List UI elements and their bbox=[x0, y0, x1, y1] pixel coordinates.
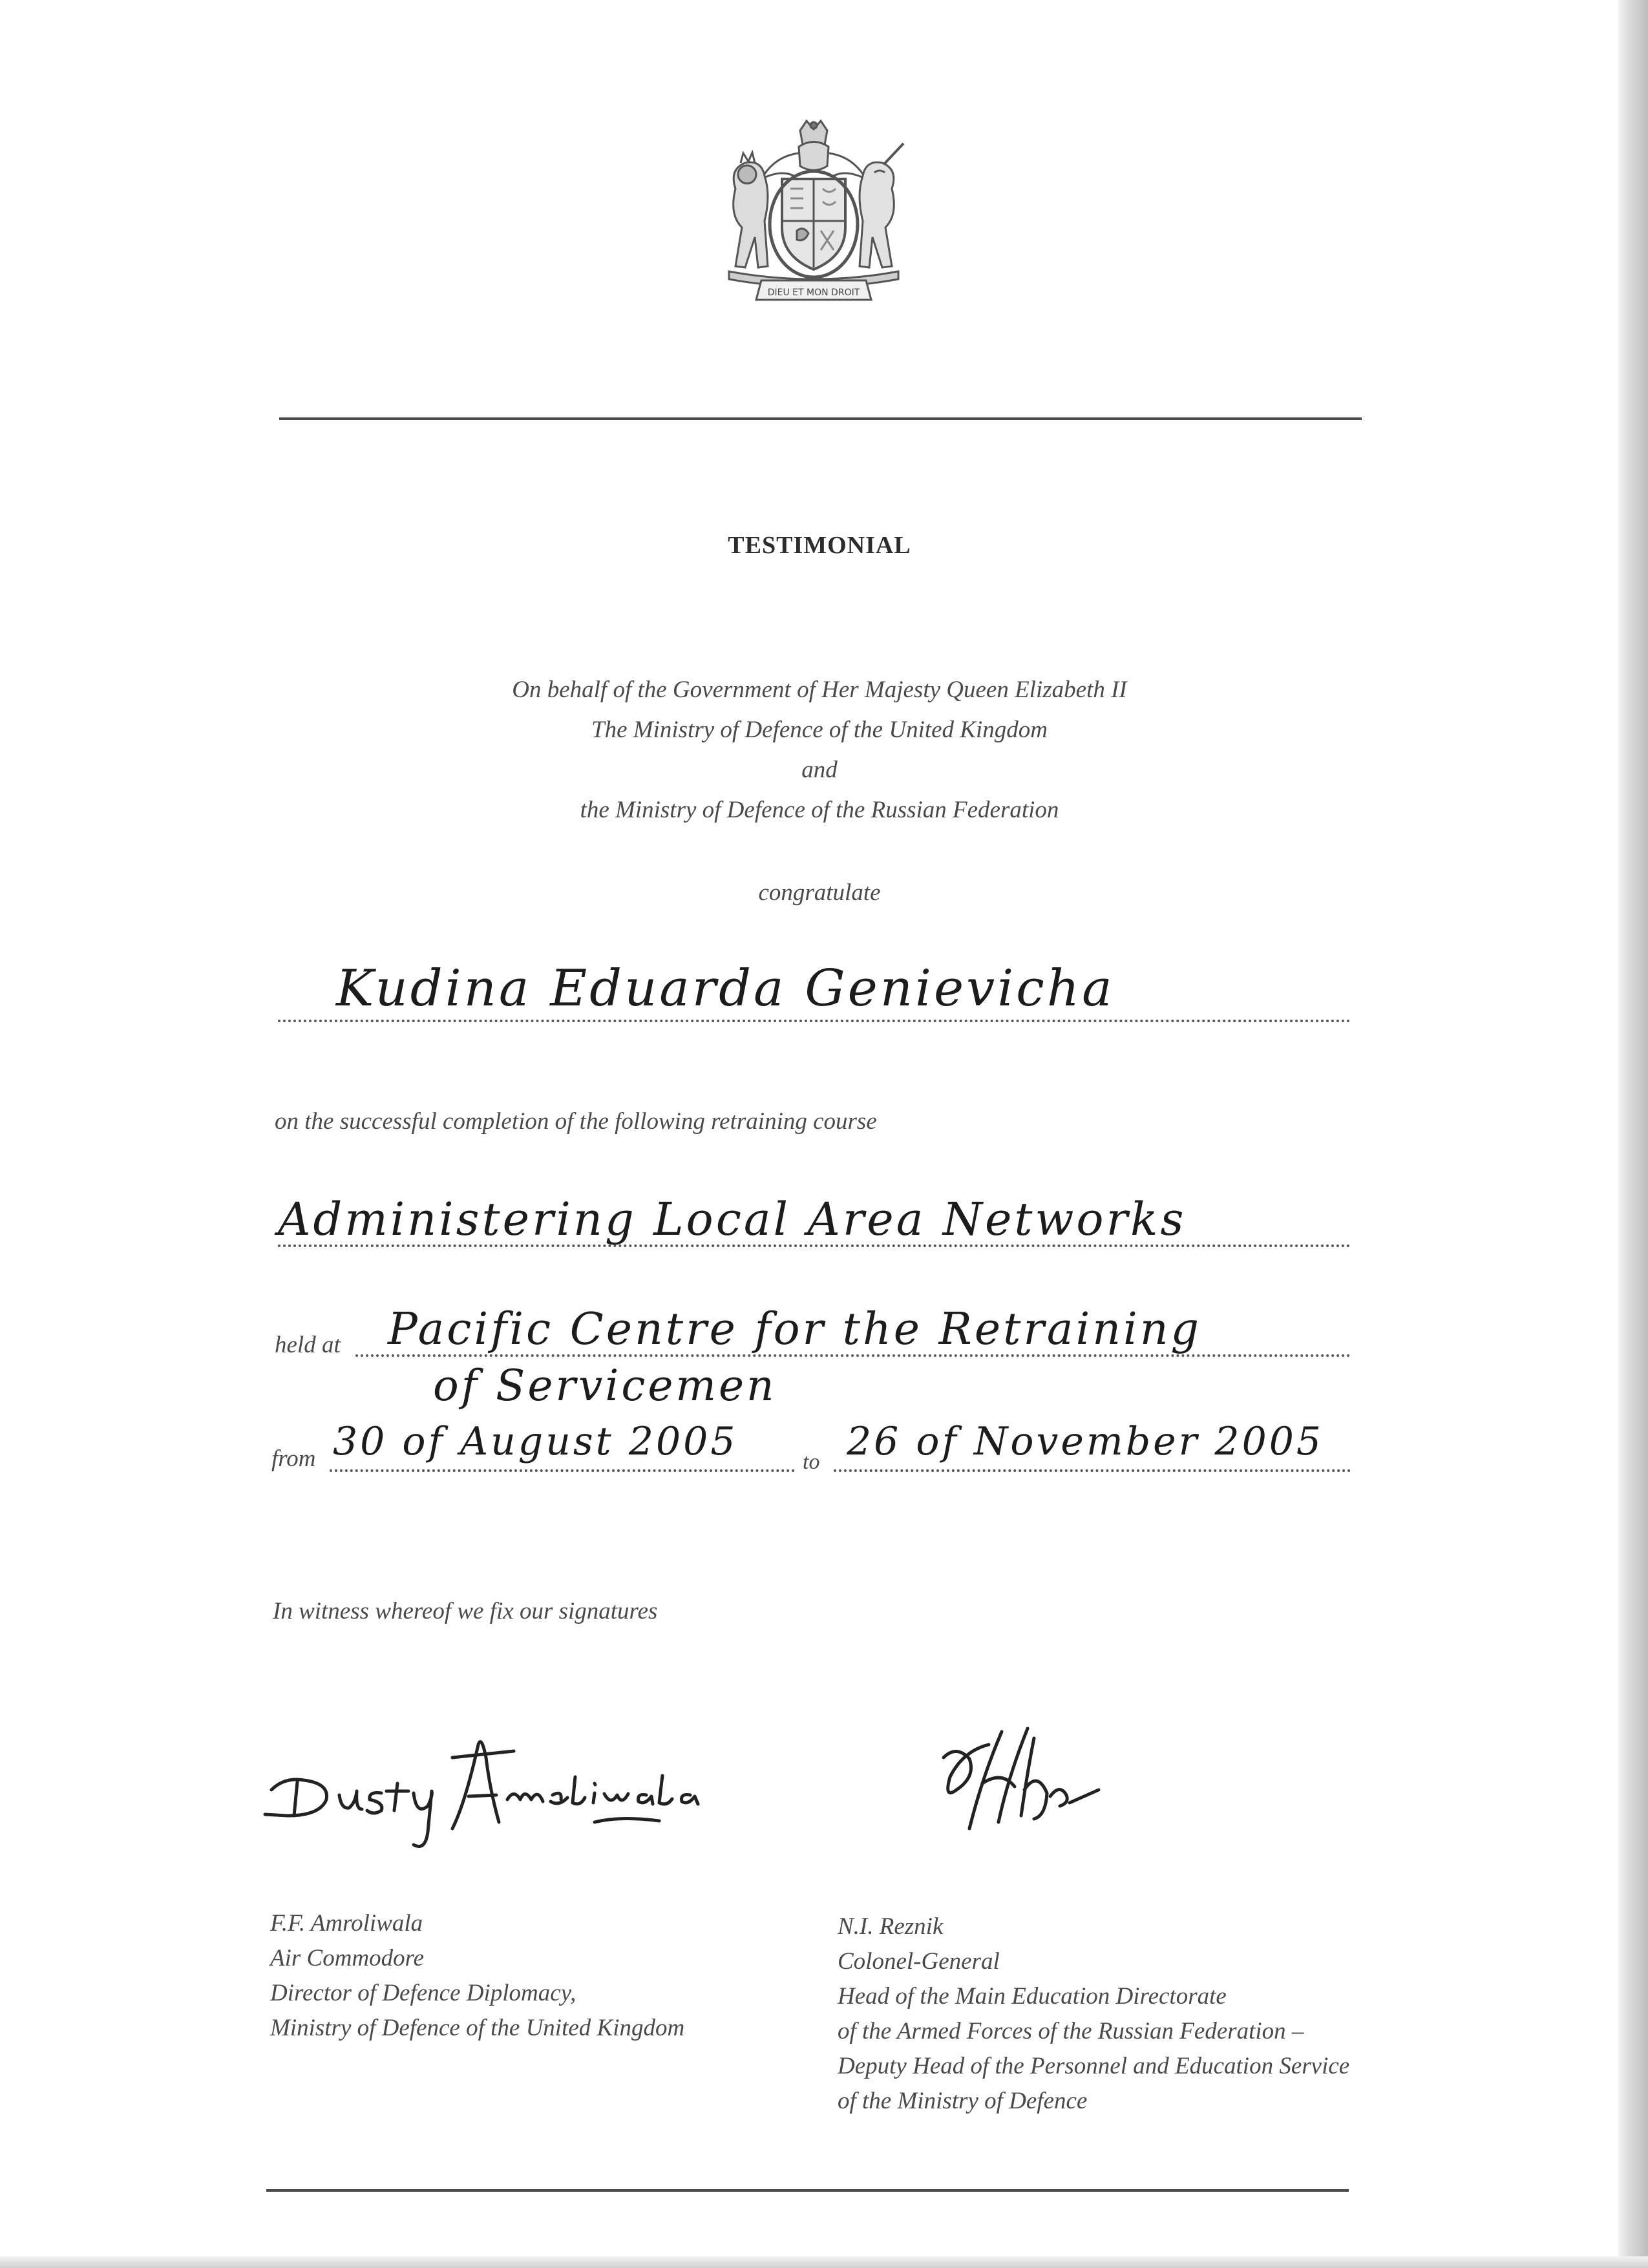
from-label: from bbox=[271, 1445, 316, 1472]
signatory-ru-block bbox=[838, 1909, 1349, 2119]
to-date-line bbox=[834, 1469, 1351, 1472]
recipient-name: Kudina Eduarda Genievicha bbox=[336, 960, 1115, 1018]
crest-motto: DIEU ET MON DROIT bbox=[767, 288, 860, 298]
held-at-dotted-line bbox=[355, 1354, 1351, 1357]
signatory-uk-block bbox=[270, 1906, 684, 2046]
held-at-label: held at bbox=[275, 1332, 341, 1358]
from-date-line bbox=[330, 1469, 795, 1472]
to-date: 26 of November 2005 bbox=[847, 1419, 1324, 1464]
from-date: 30 of August 2005 bbox=[333, 1419, 738, 1464]
signatory-uk-rank: Air Commodore bbox=[270, 1945, 425, 1971]
signatory-uk-name: F.F. Amroliwala bbox=[270, 1910, 423, 1937]
top-rule bbox=[279, 417, 1362, 420]
completion-label: on the successful completion of the following retraining course bbox=[275, 1108, 877, 1135]
signatory-ru-title-3: Deputy Head of the Personnel and Education Service bbox=[838, 2053, 1350, 2079]
signature-amroliwala bbox=[259, 1719, 776, 1861]
recipient-name-line bbox=[278, 1020, 1351, 1022]
intro-line-4: the Ministry of Defence of the Russian Federation bbox=[580, 797, 1059, 823]
signatory-ru-title-1: Head of the Main Education Directorate bbox=[838, 1983, 1227, 2010]
course-name-line bbox=[278, 1244, 1351, 1247]
signatory-uk-title: Director of Defence Diplomacy, bbox=[270, 1980, 576, 2006]
bottom-rule bbox=[266, 2189, 1349, 2192]
signature-reznik bbox=[931, 1719, 1112, 1848]
signatory-ru-title-2: of the Armed Forces of the Russian Federation – bbox=[838, 2018, 1304, 2044]
document-title: TESTIMONIAL bbox=[728, 532, 911, 559]
witness-text: In witness whereof we fix our signatures bbox=[273, 1598, 658, 1624]
held-at-line2: of Servicemen bbox=[433, 1361, 777, 1411]
scan-edge-bottom bbox=[0, 2256, 1648, 2268]
course-name: Administering Local Area Networks bbox=[278, 1193, 1187, 1246]
congratulate-text: congratulate bbox=[758, 879, 881, 906]
intro-line-2: The Ministry of Defence of the United Kingdom bbox=[591, 717, 1048, 743]
royal-coat-of-arms-icon bbox=[710, 118, 918, 311]
signatory-ru-name: N.I. Reznik bbox=[838, 1913, 944, 1940]
signatory-uk-ministry: Ministry of Defence of the United Kingdom bbox=[270, 2015, 685, 2041]
scan-edge-right bbox=[1618, 0, 1648, 2268]
intro-line-1: On behalf of the Government of Her Majesty Queen Elizabeth II bbox=[512, 677, 1127, 703]
intro-line-3: and bbox=[801, 757, 838, 783]
signatory-ru-title-4: of the Ministry of Defence bbox=[838, 2088, 1088, 2114]
to-label: to bbox=[803, 1450, 820, 1474]
held-at-line1: Pacific Centre for the Retraining bbox=[388, 1304, 1202, 1355]
signatory-ru-rank: Colonel-General bbox=[838, 1948, 1000, 1975]
